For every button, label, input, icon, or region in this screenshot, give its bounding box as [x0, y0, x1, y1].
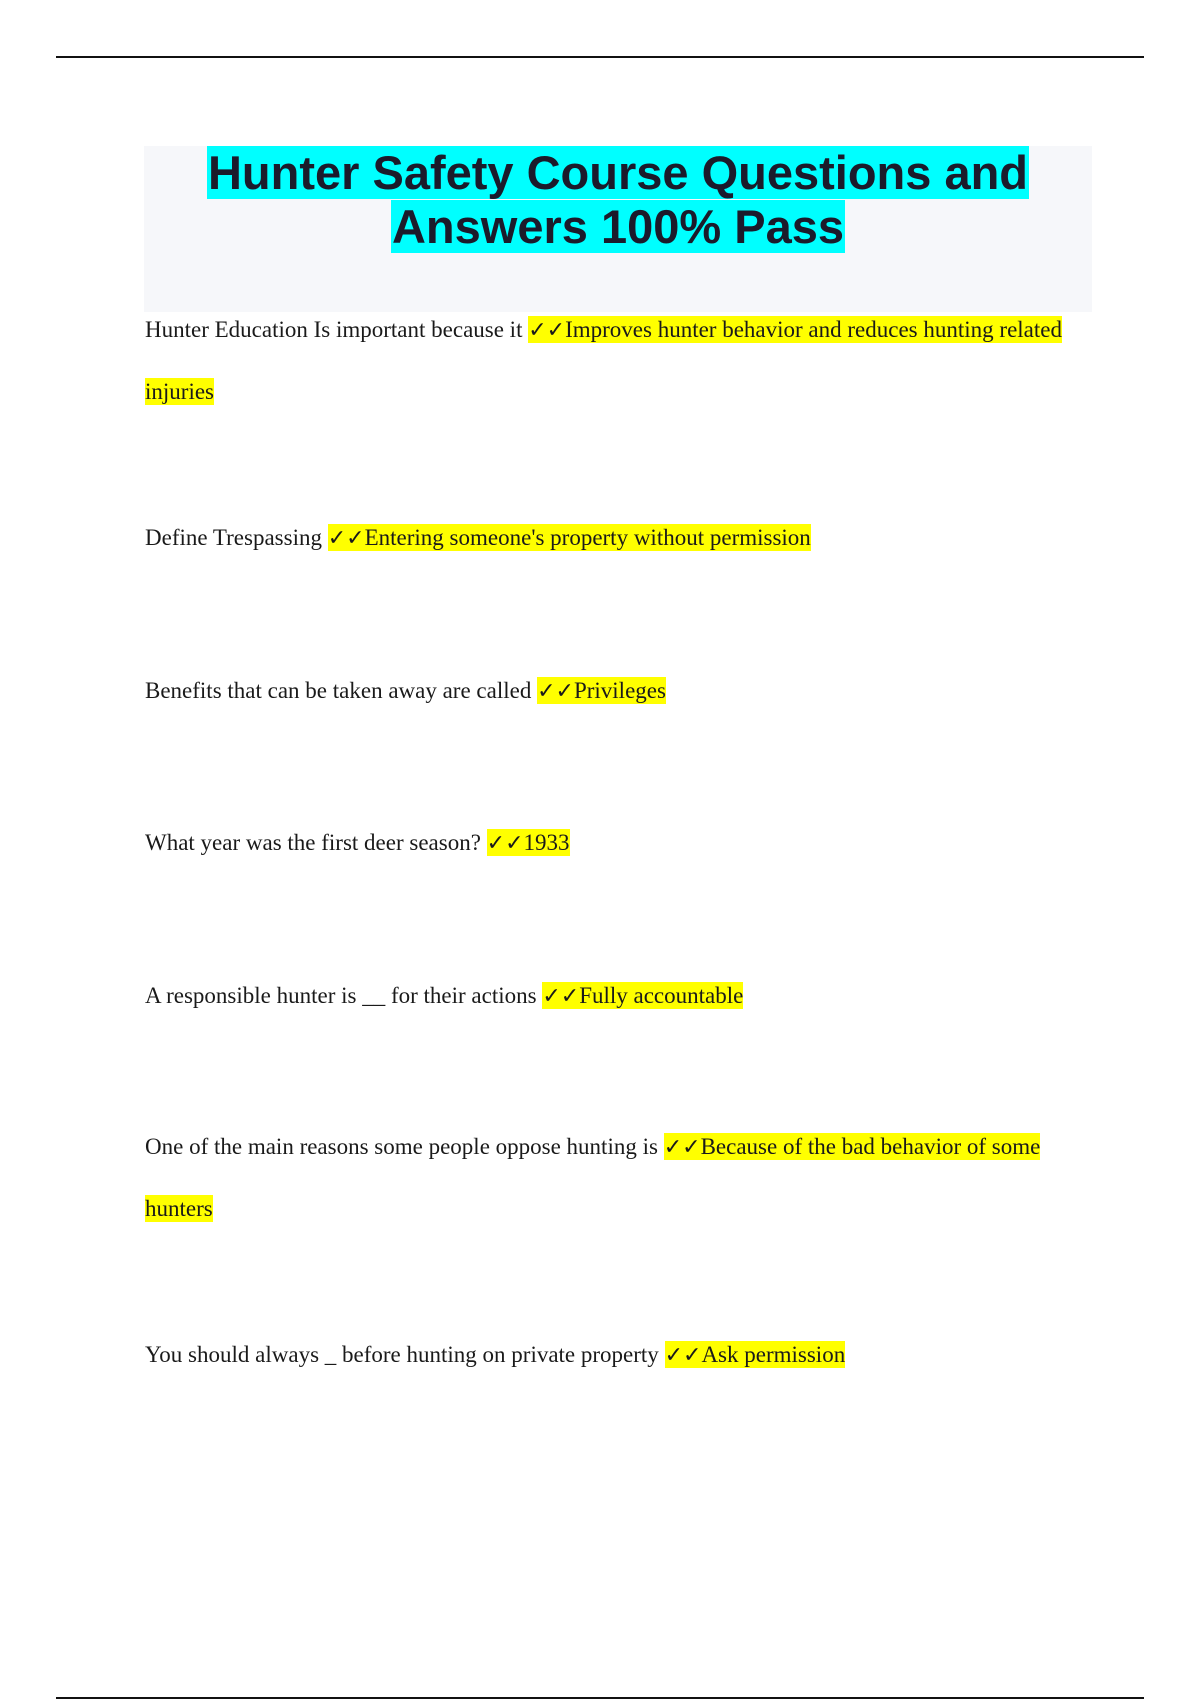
answer-highlight	[542, 982, 743, 1009]
question-text: Hunter Education Is important because it	[145, 317, 523, 342]
question-text: One of the main reasons some people oppose hunting is	[145, 1134, 658, 1159]
double-check-icon: ✓✓	[663, 1135, 701, 1160]
qa-item	[145, 1116, 1105, 1239]
header-rule	[56, 56, 1144, 58]
qa-item	[145, 812, 1105, 874]
answer-text: Improves hunter behavior and reduces hunting related injuries	[145, 317, 1062, 404]
qa-item	[145, 1324, 1105, 1386]
qa-item	[145, 507, 1105, 569]
question-text: Benefits that can be taken away are called	[145, 678, 532, 703]
question-text: A responsible hunter is __ for their actions	[145, 983, 537, 1008]
answer-highlight	[328, 524, 811, 551]
double-check-icon: ✓✓	[664, 1343, 702, 1368]
answer-highlight	[665, 1341, 846, 1368]
answer-highlight	[487, 829, 570, 856]
double-check-icon: ✓✓	[327, 526, 365, 551]
question-text: You should always _ before hunting on private property	[145, 1342, 659, 1367]
double-check-icon: ✓✓	[528, 318, 566, 343]
qa-item	[145, 965, 1105, 1027]
answer-text: Fully accountable	[579, 983, 744, 1008]
question-text: Define Trespassing	[145, 525, 322, 550]
answer-text: Privileges	[573, 678, 666, 703]
double-check-icon: ✓✓	[537, 679, 574, 704]
answer-text: Ask permission	[701, 1342, 846, 1367]
document-title	[144, 146, 1092, 254]
footer-rule	[56, 1697, 1144, 1699]
answer-highlight	[537, 677, 666, 704]
double-check-icon: ✓✓	[542, 984, 580, 1009]
answer-text: Because of the bad behavior of some hunters	[145, 1134, 1041, 1221]
qa-item	[145, 299, 1105, 422]
question-text: What year was the first deer season?	[145, 830, 481, 855]
answer-text: Entering someone's property without permission	[364, 525, 811, 550]
title-highlight: Hunter Safety Course Questions and Answers 100% Pass	[207, 146, 1029, 253]
double-check-icon: ✓✓	[486, 831, 524, 856]
qa-item	[145, 660, 1105, 722]
answer-text: 1933	[523, 830, 570, 855]
